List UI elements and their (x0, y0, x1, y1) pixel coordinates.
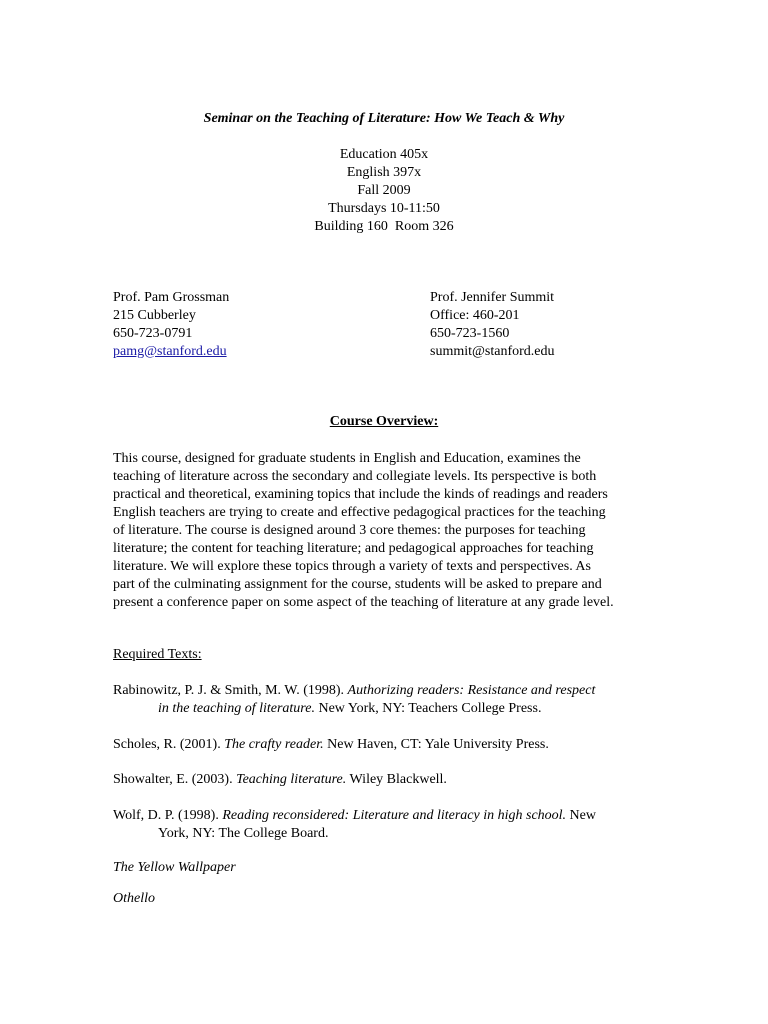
course-overview-paragraph (113, 450, 658, 612)
instructor-office: 215 Cubberley (113, 308, 196, 323)
reference-rabinowitz (113, 682, 595, 718)
reference-title: The crafty reader. (224, 737, 324, 752)
instructor-phone: 650-723-0791 (113, 326, 193, 341)
reference-author: Rabinowitz, P. J. & Smith, M. W. (1998). (113, 683, 348, 698)
instructor-email: summit@stanford.edu (430, 344, 555, 359)
reference-title-continued: in the teaching of literature. (158, 701, 315, 716)
reference-wolf (113, 807, 596, 843)
overview-line: English teachers are trying to create and effective pedagogical practices for the teaching (113, 505, 606, 520)
overview-line: literature. We will explore these topics through a variety of texts and perspectives. As (113, 559, 591, 574)
course-number-education: Education 405x (339, 147, 429, 162)
required-work-yellow-wallpaper: The Yellow Wallpaper (113, 860, 236, 875)
reference-author: Wolf, D. P. (1998). (113, 808, 223, 823)
course-overview-heading: Course Overview: (329, 414, 439, 429)
overview-line: This course, designed for graduate students in English and Education, examines the (113, 451, 581, 466)
overview-line: teaching of literature across the secondary and collegiate levels. Its perspective is both (113, 469, 597, 484)
reference-title: Authorizing readers: Resistance and respect (347, 683, 596, 698)
instructor-name: Prof. Jennifer Summit (430, 290, 555, 305)
overview-line: of literature. The course is designed around 3 core themes: the purposes for teaching (113, 523, 586, 538)
reference-publisher: New (566, 808, 596, 823)
required-texts-heading: Required Texts: (113, 647, 202, 662)
reference-showalter (113, 771, 447, 789)
reference-publisher: Wiley Blackwell. (346, 772, 447, 787)
instructor-office: Office: 460-201 (430, 308, 520, 323)
reference-title: Teaching literature. (236, 772, 347, 787)
reference-author: Scholes, R. (2001). (113, 737, 225, 752)
reference-publisher: New York, NY: Teachers College Press. (314, 701, 542, 716)
course-schedule: Thursdays 10-11:50 (328, 201, 440, 216)
instructor-name: Prof. Pam Grossman (113, 290, 230, 305)
instructor-phone: 650-723-1560 (430, 326, 510, 341)
reference-publisher: New Haven, CT: Yale University Press. (323, 737, 549, 752)
document-title: Seminar on the Teaching of Literature: How We Teach & Why (203, 111, 565, 126)
course-location: Building 160 Room 326 (314, 219, 454, 234)
overview-line: literature; the content for teaching literature; and pedagogical approaches for teaching (113, 541, 594, 556)
course-number-english: English 397x (346, 165, 422, 180)
course-info (0, 146, 768, 236)
required-work-othello: Othello (113, 891, 155, 906)
instructor-email-link[interactable]: pamg@stanford.edu (113, 344, 227, 359)
overview-line: practical and theoretical, examining topics that include the kinds of readings and readers (113, 487, 608, 502)
reference-title: Reading reconsidered: Literature and literacy in high school. (222, 808, 567, 823)
overview-line: present a conference paper on some aspect of the teaching of literature at any grade level. (113, 595, 614, 610)
instructor-contact-summit (430, 289, 555, 361)
reference-scholes (113, 736, 549, 754)
instructor-contact-grossman (113, 289, 229, 361)
course-term: Fall 2009 (357, 183, 411, 198)
overview-line: part of the culminating assignment for the course, students will be asked to prepare and (113, 577, 602, 592)
reference-publisher-continued: York, NY: The College Board. (158, 826, 329, 841)
reference-author: Showalter, E. (2003). (113, 772, 237, 787)
